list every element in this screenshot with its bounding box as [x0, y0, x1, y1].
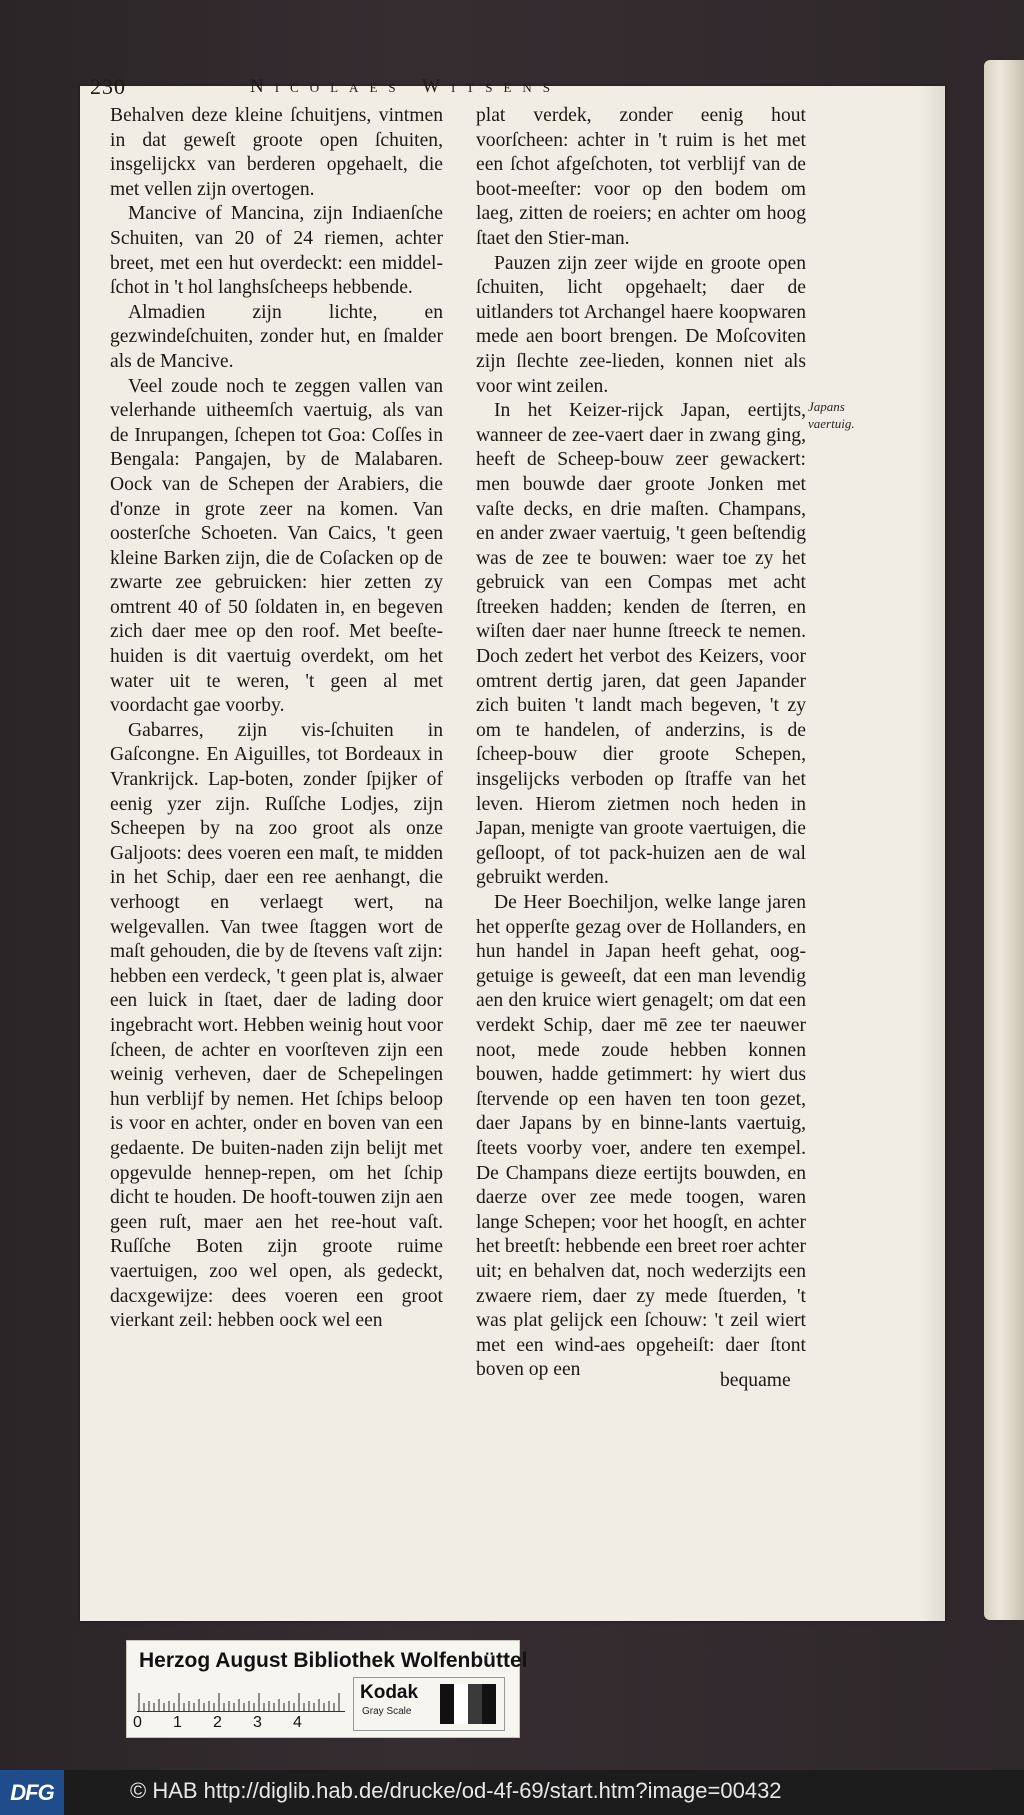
dfg-logo[interactable]: DFG — [0, 1770, 64, 1815]
gray-swatch — [454, 1684, 468, 1724]
gray-swatch — [482, 1684, 496, 1724]
page-number: 230 — [90, 74, 126, 99]
kodak-gray-scale — [353, 1677, 505, 1731]
marginal-note: Japans vaertuig. — [808, 399, 855, 431]
ruler-ticks — [137, 1685, 345, 1711]
paragraph: Veel zoude noch te zeggen vallen van velerhande uitheemſch vaertuig, als van de Inrupangen, ſchepen tot Goa: Coſſes in Bengala: Pangajen, by de Malabaren. Oock van de Schepen der Arabiers, die d'onze in grote zeer na komen. Van oosterſche Schoeten. Van Caics, 't geen kleine Barken zijn, die de Coſacken op de zwarte zee gebruicken: hier zetten zy omtrent 40 of 50 ſoldaten in, en begeven zich daer mee op den roof. Met beeſte-huiden is dit vaertuig overdekt, om het water uit te weren, 't geen al met voordacht gae voorby. — [110, 375, 443, 717]
paragraph: Gabarres, zijn vis-ſchuiten in Gaſcongne. En Aiguilles, tot Bordeaux in Vrankrijck. Lap-boten, zonder ſpijker of eenig yzer zijn. Ruſſche Lodjes, zijn Scheepen by na zoo groot als onze Galjoots: dees voeren een maſt, te midden in het Schip, daer een ree aenhangt, die verhoogt en verlaegt wert, na welgevallen. Van twee ſtaggen wort de maſt gehouden, die by de ſtevens vaſt zijn: hebben een verdeck, 't geen plat is, alwaer een luick in ſtaet, daer de lading door ingebracht wort. Hebben weinig hout voor ſcheen, de achter en voorſteven zijn een weinig verheven, daer de Schepelingen hun verblijf by nemen. Het ſchips beloop is voor en achter, onder en boven van een gedaente. De buiten-naden zijn belijt met opgevulde hennep-repen, om het ſchip dicht te houden. De hooft-touwen zijn aen geen ruſt, maer aen het ree-hout vaſt. Ruſſche Boten zijn groote ruime vaertuigen, zoo wel open, als gedeckt, dacxgewijze: dees voeren een groot vierkant zeil: hebben oock wel een — [110, 719, 444, 1332]
gray-swatch — [440, 1684, 454, 1724]
catchword: bequame — [720, 1370, 791, 1391]
paragraph: plat verdek, zonder eenig hout voorſcheen: achter in 't ruim is het met een ſchot afgeſchoten, tot verblijf van de boot-meeſter: voor op den bodem om laeg, zitten de roeiers; en achter om hoog ſtaet den Stier-man. — [476, 105, 806, 249]
ruler-label: 0 — [133, 1714, 142, 1731]
gray-swatches — [440, 1684, 496, 1724]
gray-swatch — [468, 1684, 482, 1724]
paragraph: De Heer Boechiljon, welke lange jaren het opperſte gezag over de Hollanders, en hun handel in Japan heeft gehat, oog-getuige is geweeſt, dat een man levendig aen den kruice wiert genagelt; om dat een verdekt Schip, daer mē zee ter naeuwer noot, mede zoude hebben konnen bouwen, hadde getimmert: hy wiert dus ſtervende op een haven ten toon gezet, daer Japans by en binne-lants vaertuig, ſteets voorby voer, andere ten exempel. De Champans dieze eertijts bouwden, en daerze over zee mede toogen, waren lange Schepen; voor het hoogſt, en achter het breetſt: hebbende een breet roer achter uit; en behalven dat, noch wederzijts een zwaere riem, daer zy mede ſtuerden, 't was plat gelijck een ſchouw: 't zeil wiert met een wind-aes opgeheiſt: daer ſtont boven op een — [476, 892, 806, 1381]
facing-page-edge — [984, 60, 1024, 1620]
right-text-column — [476, 104, 806, 1383]
ruler-label: 1 — [173, 1714, 182, 1731]
paragraph: Almadien zijn lichte, en gezwindeſchuiten, zonder hut, en ſmalder als de Mancive. — [110, 301, 443, 372]
ruler-label: 3 — [253, 1714, 262, 1731]
paragraph: Behalven deze kleine ſchuitjens, vintmen in dat geweſt groote open ſchuiten, insgelijckx van berderen opgehaelt, die met vellen zijn overtogen. — [110, 105, 443, 200]
running-title: Nicolaes Witsens — [250, 76, 562, 97]
ruler-label: 2 — [213, 1714, 222, 1731]
scale-ruler — [137, 1685, 345, 1712]
page-gutter-shadow — [920, 86, 945, 1621]
paragraph: Mancive of Mancina, zijn Indiaenſche Schuiten, van 20 of 24 riemen, achter breet, met een hut overdeckt: een middel-ſchot in 't hol langhsſcheeps hebbende. — [110, 203, 443, 299]
kodak-subtitle: Gray Scale — [362, 1706, 412, 1717]
kodak-logo: Kodak — [360, 1682, 419, 1703]
left-text-column — [110, 104, 443, 1334]
library-name: Herzog August Bibliothek Wolfenbüttel — [139, 1649, 528, 1672]
ruler-labels — [133, 1714, 333, 1734]
paragraph: Pauzen zijn zeer wijde en groote open ſchuiten, licht opgehaelt; daer de uitlanders tot Archangel haere koopwaren mede aen boort brengen. De Moſcoviten zijn ſlechte zee-lieden, konnen niet als voor wint zeilen. — [476, 252, 806, 397]
page-header — [90, 74, 750, 104]
footer-bar — [0, 1770, 1024, 1815]
paragraph: In het Keizer-rijck Japan, eertijts, wanneer de zee-vaert daer in zwang ging, heeft de Scheep-bouw zeer gewackert: men bouwde daer groote Jonken met vaſte decks, en drie maſten. Champans, en ander zwaer vaertuig, 't geen beſtendig was de zee te bouwen: waer toe zy het gebruick van een Compas met acht ſtreeken hadden; kenden de ſterren, en wiſten daer naer hunne ſtreeck te nemen. Doch zedert het verbot des Keizers, voor omtrent dertig jaren, dat geen Japander zich buiten 't landt mach begeven, 't zy om te handelen, of anderzins, is de ſcheep-bouw dier groote Schepen, insgelijcks verboden op ſtraffe van het leven. Hierom zietmen noch heden in Japan, menigte van groote vaertuigen, die geſloopt, of tot pack-huizen aen de wal gebruikt werden. — [476, 400, 806, 889]
library-color-target — [126, 1640, 528, 1738]
ruler-label: 4 — [293, 1714, 302, 1731]
copyright-link[interactable]: © HAB http://diglib.hab.de/drucke/od-4f-69/start.htm?image=00432 — [130, 1778, 782, 1803]
